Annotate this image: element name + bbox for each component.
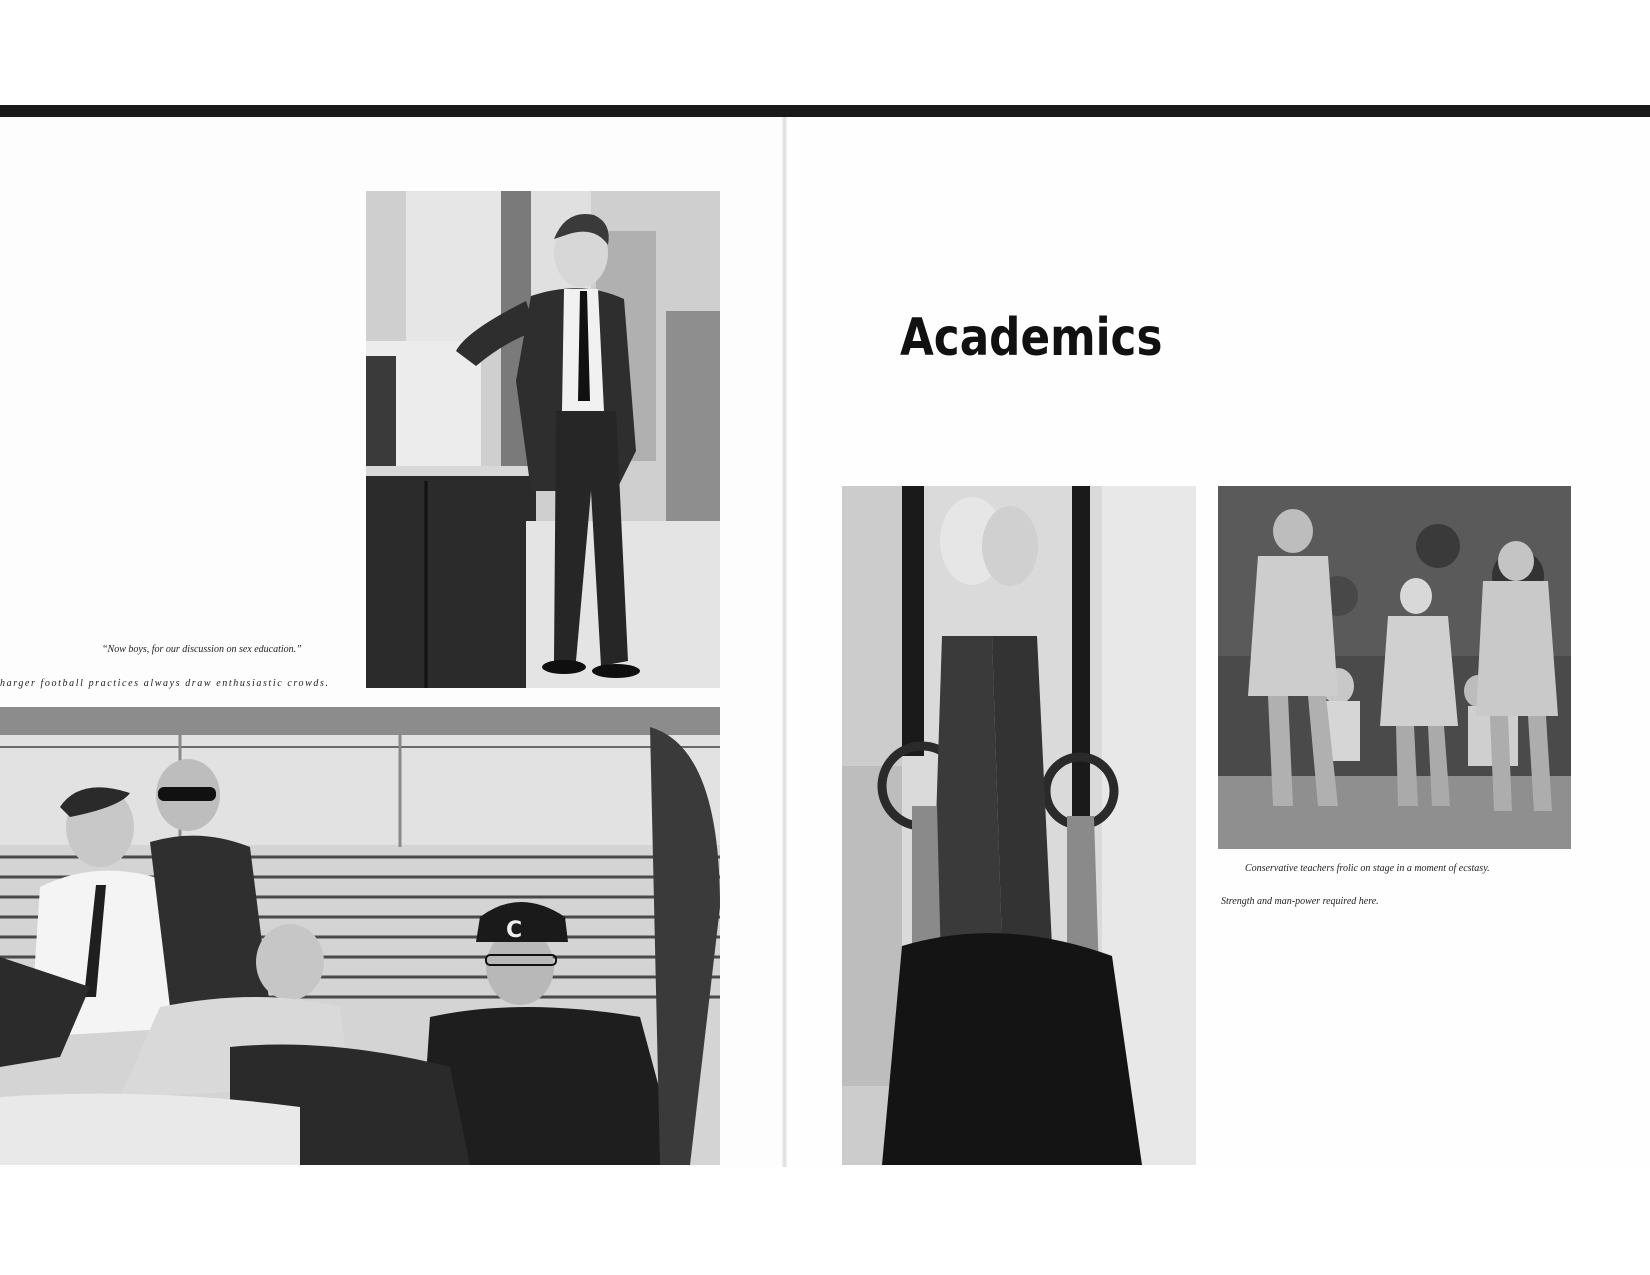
caption-football-practices: harger football practices always draw enthusiastic crowds.: [0, 678, 330, 689]
section-heading-academics: Academics: [900, 308, 1163, 368]
photo-coaches-bleachers-image: [0, 707, 720, 1165]
photo-student-leaning-image: [366, 191, 720, 688]
photo-gymnast-rings-image: [842, 486, 1196, 1165]
photo-teachers-dancing: [1218, 486, 1571, 849]
caption-teachers-frolic: Conservative teachers frolic on stage in a moment of ecstasy.: [1245, 863, 1490, 874]
photo-gymnast-rings: [842, 486, 1196, 1165]
spread-top-border: [0, 105, 1650, 117]
caption-strength-manpower: Strength and man-power required here.: [1221, 896, 1379, 907]
photo-teachers-dancing-image: [1218, 486, 1571, 849]
svg-text:C: C: [506, 918, 523, 943]
caption-sex-education: “Now boys, for our discussion on sex education.”: [102, 644, 302, 655]
photo-student-leaning: [366, 191, 720, 688]
photo-coaches-bleachers: [0, 707, 720, 1165]
book-gutter: [782, 117, 787, 1167]
